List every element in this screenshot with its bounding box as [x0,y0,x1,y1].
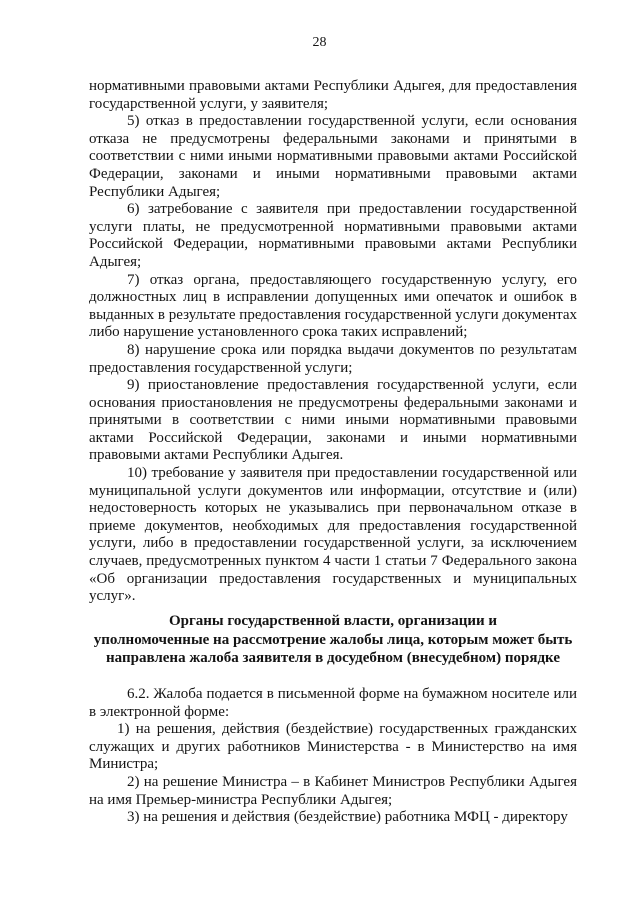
paragraph-6-2: 6.2. Жалоба подается в письменной форме на бумажном носителе или в электронной форме: [89,686,577,720]
heading-line-2: уполномоченные на рассмотрение жалобы лица, которым может быть [93,631,573,648]
paragraph-item-8: 8) нарушение срока или порядка выдачи документов по результатам предоставления государственной услуги; [89,341,577,376]
heading-line-3: направлена жалоба заявителя в досудебном (внесудебном) порядке [106,650,560,666]
paragraph-subitem-3: 3) на решения и действия (бездействие) работника МФЦ - директору [127,809,568,826]
paragraph-subitem-1: 1) на решения, действия (бездействие) государственных гражданских служащих и других работников Министерства - в Министерство на имя Министра; [89,721,577,773]
body-text-upper [89,78,577,606]
page-number: 28 [312,35,327,50]
paragraph-item-7: 7) отказ органа, предоставляющего государственную услугу, его должностных лиц в исправлении допущенных ими опечаток и ошибок в выданных в результате предоставления государственной услуги документах либо нарушение установленного срока таких исправлений; [89,271,577,341]
paragraph-item-6: 6) затребование с заявителя при предоставлении государственной услуги платы, не предусмотренной нормативными правовыми актами Российской Федерации, нормативными правовыми актами Республики Адыгея; [89,201,577,270]
paragraph-item-5: 5) отказ в предоставлении государственной услуги, если основания отказа не предусмотрены федеральными законами и принятыми в соответствии с ними иными нормативными правовыми актами Российской Федерации, законами и иными нормативными правовыми актами Республики Адыгея; [89,113,577,200]
heading-line-1: Органы государственной власти, организации и [168,613,498,629]
paragraph-item-10: 10) требование у заявителя при предоставлении государственной или муниципальной услуги документов или информации, отсутствие и (или) недостоверность которых не указывались при первоначальном отказе в приеме документов, необходимых для предоставления государственной услуги, либо в предоставлении государственной услуги, за исключением случаев, предусмотренных пунктом 4 части 1 статьи 7 Федерального закона «Об организации предоставления государственных и муниципальных услуг». [89,465,577,605]
section-heading [89,612,577,668]
paragraph-subitem-2: 2) на решение Министра – в Кабинет Министров Республики Адыгея на имя Премьер-министра Республики Адыгея; [89,773,577,808]
body-text-lower [89,686,577,827]
paragraph-item-9: 9) приостановление предоставления государственной услуги, если основания приостановления не предусмотрены федеральными законами и принятыми в соответствии с ними иными нормативными правовыми актами Российской Федерации, законами и иными нормативными правовыми актами Республики Адыгея. [89,377,577,464]
paragraph-continuation: нормативными правовыми актами Республики Адыгея, для предоставления государственной услуги, у заявителя; [89,78,577,112]
